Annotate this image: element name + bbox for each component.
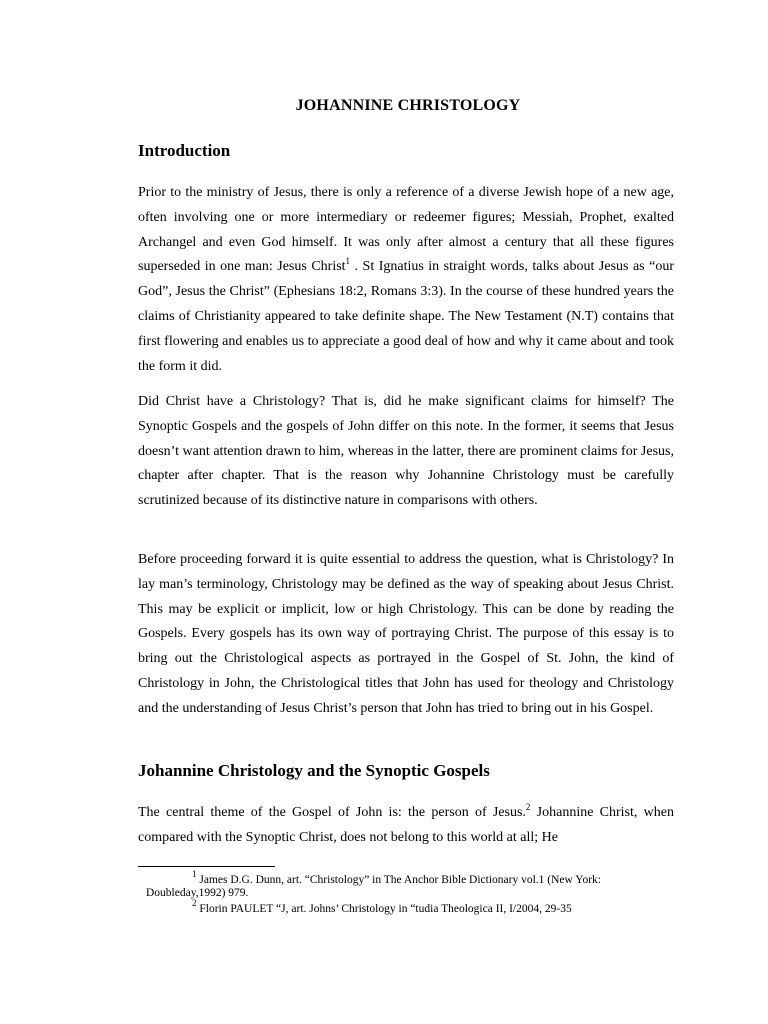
footnote-2 bbox=[146, 898, 678, 916]
paragraph bbox=[138, 801, 674, 851]
paragraph-text: The central theme of the Gospel of John is: the person of Jesus. bbox=[138, 805, 526, 820]
paragraph: Before proceeding forward it is quite essential to address the question, what is Christology? In lay man’s terminology, Christology may be defined as the way of speaking about Jesus Christ. This may be explicit or implicit, low or high Christology. This can be done by reading the Gospels. Every gospels has its own way of portraying Christ. The purpose of this essay is to bring out the Christological aspects as portrayed in the Gospel of St. John, the kind of Christology in John, the Christological titles that John has used for theology and Christology and the understanding of Jesus Christ’s person that John has tried to bring out in his Gospel. bbox=[138, 552, 674, 716]
footnote-1 bbox=[146, 869, 678, 900]
paragraph: Did Christ have a Christology? That is, did he make significant claims for himself? The Synoptic Gospels and the gospels of John differ on this note. In the former, it seems that Jesus doesn’t want attention drawn to him, whereas in the latter, there are prominent claims for Jesus, chapter after chapter. That is the reason why Johannine Christology must be carefully scrutinized because of its distinctive nature in comparisons with others. bbox=[138, 394, 674, 509]
section-heading-synoptic-gospels: Johannine Christology and the Synoptic Gospels bbox=[138, 761, 490, 780]
paragraph-text: Prior to the ministry of Jesus, there is only a reference of a diverse Jewish hope of a new age, often involving one or more intermediary or redeemer figures; Messiah, Prophet, exalted Archangel and even God himself. It was only after almost a century that all these figures superseded in one man: Jesus Christ bbox=[138, 185, 674, 275]
footnote-divider bbox=[138, 866, 275, 867]
footnote-number: 2 bbox=[192, 898, 197, 908]
document-title: JOHANNINE CHRISTOLOGY bbox=[295, 97, 521, 114]
footnote-text: Florin PAULET “J, art. Johns’ Christology in “tudia Theologica II, I/2004, 29-35 bbox=[196, 903, 572, 915]
paragraph-text: . St Ignatius in straight words, talks about Jesus as “our God”, Jesus the Christ” (Ephesians 18:2, Romans 3:3). In the course of these hundred years the claims of Christianity appeared to take definite shape. The New Testament (N.T) contains that first flowering and enables us to appreciate a good deal of how and why it came about and took the form it did. bbox=[138, 259, 674, 374]
paragraph bbox=[138, 181, 674, 379]
footnote-reference[interactable]: 2 bbox=[525, 802, 531, 812]
section-heading-introduction: Introduction bbox=[138, 141, 231, 160]
footnote-reference[interactable]: 1 bbox=[345, 256, 351, 267]
paragraph-text: Johannine Christ, when compared with the Synoptic Christ, does not belong to this world at all; He bbox=[138, 805, 674, 845]
footnote-number: 1 bbox=[192, 869, 197, 879]
footnote-text: James D.G. Dunn, art. “Christology” in The Anchor Bible Dictionary vol.1 (New York: Doubleday,1992) 979. bbox=[146, 874, 601, 899]
